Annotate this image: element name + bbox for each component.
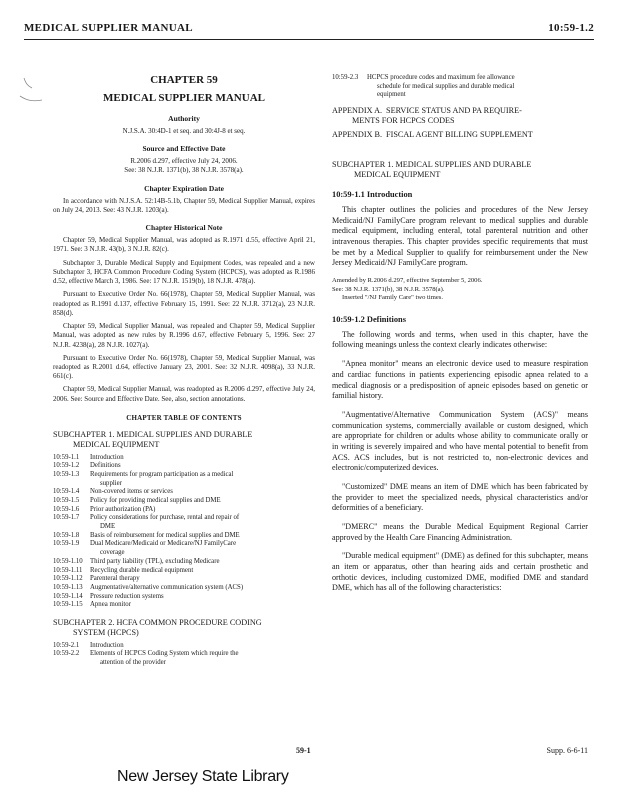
toc-entry-text-continuation: DME [100, 523, 116, 531]
amendment-line-3: Inserted "/NJ Family Care" two times. [342, 294, 443, 302]
history-note: Pursuant to Executive Order No. 66(1978), Chapter 59, Medical Supplier Manual, was readopted as R.2001 d.64, effective January 23, 2001. See: 32 N.J.R. 4098(a), 33 N.J.R. 661(c). [53, 353, 315, 381]
toc-entry-text [90, 497, 315, 506]
toc-entry-text-line: Definitions [90, 462, 121, 470]
appendix-b-label: APPENDIX B. [332, 129, 383, 139]
subchapter-heading [332, 160, 588, 181]
toc-entry [53, 593, 315, 602]
source-text-2: See: 38 N.J.R. 1371(b), 38 N.J.R. 3578(a). [124, 166, 244, 175]
margin-pencil-mark [18, 76, 54, 110]
toc-entry-text-line-3: equipment [377, 91, 406, 99]
history-note: Chapter 59, Medical Supplier Manual, was adopted as R.1971 d.55, effective April 21, 1971. See: 3 N.J.R. 43(b), 3 N.J.R. 82(c). [53, 236, 315, 254]
toc-entry [53, 650, 315, 667]
toc-entry-text-line: Non-covered items or services [90, 488, 173, 496]
toc-entry [53, 567, 315, 576]
toc-subchapter-1 [53, 430, 315, 450]
appendix-b-text: FISCAL AGENT BILLING SUPPLEMENT [386, 129, 533, 139]
toc-entry-text [90, 558, 315, 567]
appendix-a-entry [332, 106, 588, 116]
expiration-text: In accordance with N.J.S.A. 52:14B-5.1b, Chapter 59, Medical Supplier Manual, expires on July 24, 2013. See: 43 N.J.R. 1203(a). [53, 196, 315, 214]
subchapter-1-line-1: SUBCHAPTER 1. MEDICAL SUPPLIES AND DURABLE [53, 429, 253, 439]
toc-entry-text [90, 575, 315, 584]
toc-entry [53, 462, 315, 471]
toc-entry-number: 10:59-1.8 [53, 531, 80, 539]
introduction-paragraph: This chapter outlines the policies and procedures of the New Jersey Medicaid/NJ FamilyCare program relevant to medical supplies and durable medical equipment, including enteral, total parenteral nutrition and other intravenous therapies. This chapter provides specific requirements that must be met by a Medical Supplier to qualify for reimbursement under the New Jersey Medicaid/NJ FamilyCare program. [332, 205, 588, 268]
source-text: R.2006 d.297, effective July 24, 2006. [130, 157, 238, 166]
toc-entry-number: 10:59-1.4 [53, 488, 80, 496]
toc-entry-text [367, 74, 588, 100]
toc-entry [53, 514, 315, 531]
left-column [53, 74, 315, 668]
toc-entry [53, 532, 315, 541]
toc-entry-number: 10:59-2.2 [53, 650, 80, 658]
toc-entry-text [90, 488, 315, 497]
page-number: 59-1 [296, 746, 311, 755]
library-stamp: New Jersey State Library [117, 768, 289, 785]
toc-entry [53, 540, 315, 557]
toc-entry-text-continuation: supplier [100, 479, 122, 487]
supplement-date: Supp. 6-6-11 [546, 746, 588, 755]
section-title-definitions: 10:59-1.2 Definitions [332, 314, 406, 324]
appendix-a-text [386, 106, 522, 116]
toc-entry [53, 601, 315, 610]
toc-entry [53, 642, 315, 651]
history-note: Pursuant to Executive Order No. 66(1978), Chapter 59, Medical Supplier Manual, was readopted as R.1991 d.137, effective February 15, 1991. See: 22 N.J.R. 3712(a), 23 N.J.R. 858(d). [53, 290, 315, 317]
toc-entry-text-line: Introduction [90, 641, 124, 649]
toc-entry-text-line: Prior authorization (PA) [90, 505, 156, 513]
history-heading: Chapter Historical Note [145, 223, 223, 233]
toc-entry-number: 10:59-1.13 [53, 583, 83, 591]
running-header [24, 22, 594, 34]
history-note: Subchapter 3, Durable Medical Supply and Equipment Codes, was repealed and a new Subchapter 3, HCFA Common Procedure Coding System (HCPCS), was adopted as R.1986 d.52, effective March 3, 1986. See: 17 N.J.R. 1519(b), 18 N.J.R. 478(a). [53, 258, 315, 286]
toc-entry-text-line-2: schedule for medical supplies and durable medical [377, 82, 515, 90]
authority-heading: Authority [168, 114, 200, 123]
right-column [332, 74, 588, 602]
toc-entry-text-continuation: coverage [100, 549, 125, 557]
amendment-line-2: See: 38 N.J.R. 1371(b), 38 N.J.R. 3578(a). [332, 285, 445, 293]
definition-paragraph: "DMERC" means the Durable Medical Equipment Regional Carrier approved by the Health Care Financing Administration. [332, 521, 588, 542]
toc-entry-text [90, 601, 315, 610]
toc-entry-number: 10:59-1.14 [53, 592, 83, 600]
appendix-b-entry [332, 130, 588, 140]
toc-entry-text-line: Policy for providing medical supplies and DME [90, 497, 221, 505]
toc-entry-number: 10:59-2.3 [332, 74, 359, 81]
toc-entry [53, 488, 315, 497]
subchapter-heading-line-2: MEDICAL EQUIPMENT [354, 169, 441, 179]
toc-entry-text-line: Introduction [90, 453, 124, 461]
source-heading: Source and Effective Date [142, 144, 226, 154]
toc-entry [53, 584, 315, 593]
toc-entry-text-line: Augmentative/alternative communication system (ACS) [90, 583, 244, 591]
subchapter-heading-line-1: SUBCHAPTER 1. MEDICAL SUPPLIES AND DURABLE [332, 159, 532, 169]
definition-paragraph: "Apnea monitor" means an electronic device used to measure respiration and cardiac functions in patients experiencing episodic apnea related to a medical diagnosis or a predisposition of apneic episodes based on genetic or familial history. [332, 359, 588, 401]
toc-entry [332, 74, 588, 100]
toc-entry-number: 10:59-2.1 [53, 641, 80, 649]
history-note: Chapter 59, Medical Supplier Manual, was repealed and Chapter 59, Medical Supplier Manual, was adopted as new rules by R.1996 d.67, effective February 5, 1996. See: 27 N.J.R. 4238(a), 28 N.J.R. 1027(a). [53, 322, 315, 349]
toc-entry-number: 10:59-1.12 [53, 575, 83, 583]
toc-entry-text-line: Dual Medicare/Medicaid or Medicare/NJ FamilyCare [90, 540, 237, 548]
header-right: 10:59-1.2 [548, 22, 594, 34]
toc-list-subchapter-2 [53, 642, 315, 668]
toc-entry [53, 506, 315, 515]
amendment-line-1: Amended by R.2006 d.297, effective September 5, 2006. [332, 277, 483, 285]
appendix-a-line-2: MENTS FOR HCPCS CODES [352, 115, 455, 125]
toc-entry-number: 10:59-1.11 [53, 566, 83, 574]
definition-paragraph: "Customized" DME means an item of DME which has been fabricated by the provider to meet the specialized needs, physical characteristics and/or deformities of a beneficiary. [332, 481, 588, 513]
definition-paragraph: "Augmentative/Alternative Communication System (ACS)" means communication systems, commercially available or custom designed, which are appropriate for children or adults whose ability to communicate orally or in writing is severely impaired and who have mental potential to benefit from ACS. ACS includes, but is not restricted to, non-electronic devices and electronic/computerized devices. [332, 409, 588, 473]
toc-entry-text [90, 642, 315, 651]
toc-entry-text [90, 567, 315, 576]
toc-entry [53, 471, 315, 488]
appendix-a-label: APPENDIX A. [332, 106, 383, 116]
toc-entry-number: 10:59-1.2 [53, 462, 80, 470]
header-rule [24, 39, 594, 40]
amendment-note [332, 277, 588, 303]
toc-entry-number: 10:59-1.3 [53, 470, 80, 478]
toc-entry-number: 10:59-1.15 [53, 601, 83, 609]
toc-subchapter-2 [53, 618, 315, 638]
chapter-title: MEDICAL SUPPLIER MANUAL [103, 92, 265, 104]
expiration-heading: Chapter Expiration Date [144, 183, 224, 193]
toc-entry-text-line: Apnea monitor [90, 601, 131, 609]
appendix-a-continuation [332, 116, 588, 126]
subchapter-2-line-1: SUBCHAPTER 2. HCFA COMMON PROCEDURE CODING [53, 617, 262, 627]
toc-entry-text-line: Elements of HCPCS Coding System which require the [90, 650, 239, 658]
toc-entry-text-line: Parenteral therapy [90, 575, 140, 583]
toc-entry-text-line: Third party liability (TPL), excluding Medicare [90, 557, 220, 565]
subchapter-1-line-2: MEDICAL EQUIPMENT [73, 439, 160, 449]
toc-entry-text-continuation: attention of the provider [100, 659, 166, 667]
appendix-a-line-1: SERVICE STATUS AND PA REQUIRE- [386, 106, 522, 116]
toc-entry-text-line: Basis of reimbursement for medical supplies and DME [90, 531, 240, 539]
toc-entry-number: 10:59-1.6 [53, 505, 80, 513]
toc-entry-text-line: Policy considerations for purchase, rental and repair of [90, 514, 240, 522]
toc-entry-text [90, 514, 315, 531]
toc-entry-text-line: Pressure reduction systems [90, 592, 164, 600]
definition-paragraph: "Durable medical equipment" (DME) as defined for this subchapter, means an item or apparatus, other than hearing aids and certain prosthetic and orthotic devices, including customized DME, modified DME and standard DME, which has all of the following characteristics: [332, 551, 588, 593]
toc-entry-text [90, 593, 315, 602]
subchapter-2-line-2: SYSTEM (HCPCS) [73, 627, 139, 637]
toc-entry-text [90, 540, 315, 557]
toc-entry [53, 497, 315, 506]
toc-entry-text [90, 584, 315, 593]
header-left: MEDICAL SUPPLIER MANUAL [24, 22, 193, 34]
toc-entry-text-line-1: HCPCS procedure codes and maximum fee allowance [367, 74, 515, 81]
toc-entry [53, 575, 315, 584]
history-note: Chapter 59, Medical Supplier Manual, was readopted as R.2006 d.297, effective July 24, 2006. See: Source and Effective Date. See, also, section annotations. [53, 385, 315, 403]
chapter-number: CHAPTER 59 [150, 74, 218, 86]
toc-entry-text [90, 471, 315, 488]
definition-paragraph: The following words and terms, when used in this chapter, have the following meanings unless the context clearly indicates otherwise: [332, 329, 588, 350]
toc-heading: CHAPTER TABLE OF CONTENTS [126, 413, 242, 422]
toc-entry-text-line: Requirements for program participation as a medical [90, 470, 234, 478]
toc-entry-text [90, 650, 315, 667]
authority-text: N.J.S.A. 30:4D-1 et seq. and 30:4J-8 et seq. [122, 127, 246, 135]
toc-entry [53, 558, 315, 567]
toc-entry-number: 10:59-1.7 [53, 514, 80, 522]
toc-entry-text [90, 454, 315, 463]
toc-entry-number: 10:59-1.1 [53, 453, 80, 461]
toc-entry-text [90, 506, 315, 515]
toc-list-subchapter-1 [53, 454, 315, 610]
toc-entry-text-line: Recycling durable medical equipment [90, 566, 194, 574]
toc-entry-text [90, 532, 315, 541]
toc-entry-text [90, 462, 315, 471]
toc-entry-number: 10:59-1.10 [53, 557, 83, 565]
section-title-introduction: 10:59-1.1 Introduction [332, 190, 413, 200]
toc-entry [53, 454, 315, 463]
toc-entry-number: 10:59-1.9 [53, 540, 80, 548]
toc-entry-number: 10:59-1.5 [53, 497, 80, 505]
